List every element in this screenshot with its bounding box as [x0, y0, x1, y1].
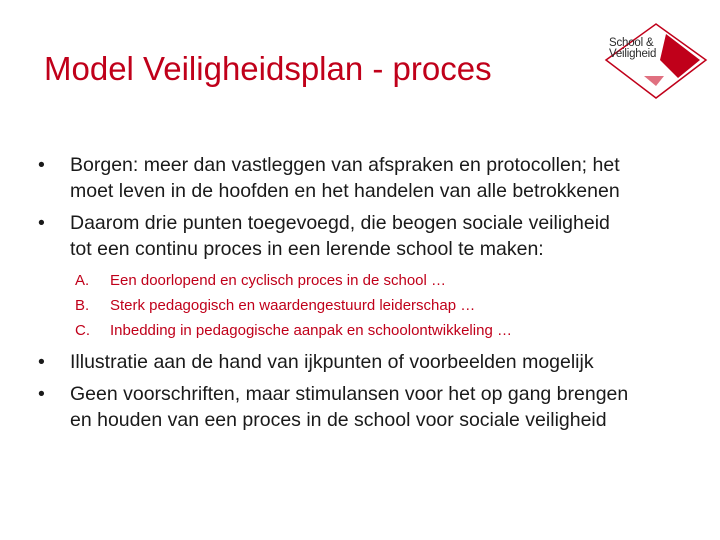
bullet-line: tot een continu proces in een lerende school te maken: [70, 238, 544, 260]
sub-item [70, 318, 716, 343]
sub-item-text: Sterk pedagogisch en waardengestuurd leiderschap … [110, 297, 476, 314]
sub-item-text: Een doorlopend en cyclisch proces in de school … [110, 272, 447, 289]
school-veiligheid-logo [604, 20, 708, 102]
bullet-line: Geen voorschriften, maar stimulansen voor het op gang brengen [70, 383, 629, 405]
sub-item [70, 268, 716, 293]
slide-title: Model Veiligheidsplan - proces [44, 50, 492, 87]
bullet-line: Borgen: meer dan vastleggen van afspraken en protocollen; het [70, 154, 620, 176]
sub-item-letter: C. [75, 322, 90, 339]
bullet-dot-icon: • [38, 351, 45, 373]
bullet-dot-icon: • [38, 383, 45, 405]
bullet-list [36, 152, 716, 439]
bullet-dot-icon: • [38, 154, 45, 176]
logo-line-2: Veiligheid [609, 48, 657, 60]
logo-line-1: School & [609, 37, 654, 49]
sub-item-letter: A. [75, 272, 90, 289]
bullet-line: Daarom drie punten toegevoegd, die beogen sociale veiligheid [70, 212, 610, 234]
sub-list [70, 268, 716, 343]
sub-item [70, 293, 716, 318]
bullet-line: moet leven in de hoofden en het handelen van alle betrokkenen [70, 180, 620, 202]
bullet-dot-icon: • [38, 212, 45, 234]
bullet-line: en houden van een proces in de school voor sociale veiligheid [70, 409, 607, 431]
bullet-item [36, 349, 716, 375]
logo-text [609, 38, 656, 60]
sub-item-text: Inbedding in pedagogische aanpak en schoolontwikkeling … [110, 322, 512, 339]
bullet-item [36, 152, 716, 204]
bullet-line: Illustratie aan de hand van ijkpunten of voorbeelden mogelijk [70, 351, 594, 373]
logo-shield-icon [604, 20, 708, 102]
sub-item-letter: B. [75, 297, 90, 314]
bullet-item [36, 381, 716, 433]
bullet-item [36, 210, 716, 343]
